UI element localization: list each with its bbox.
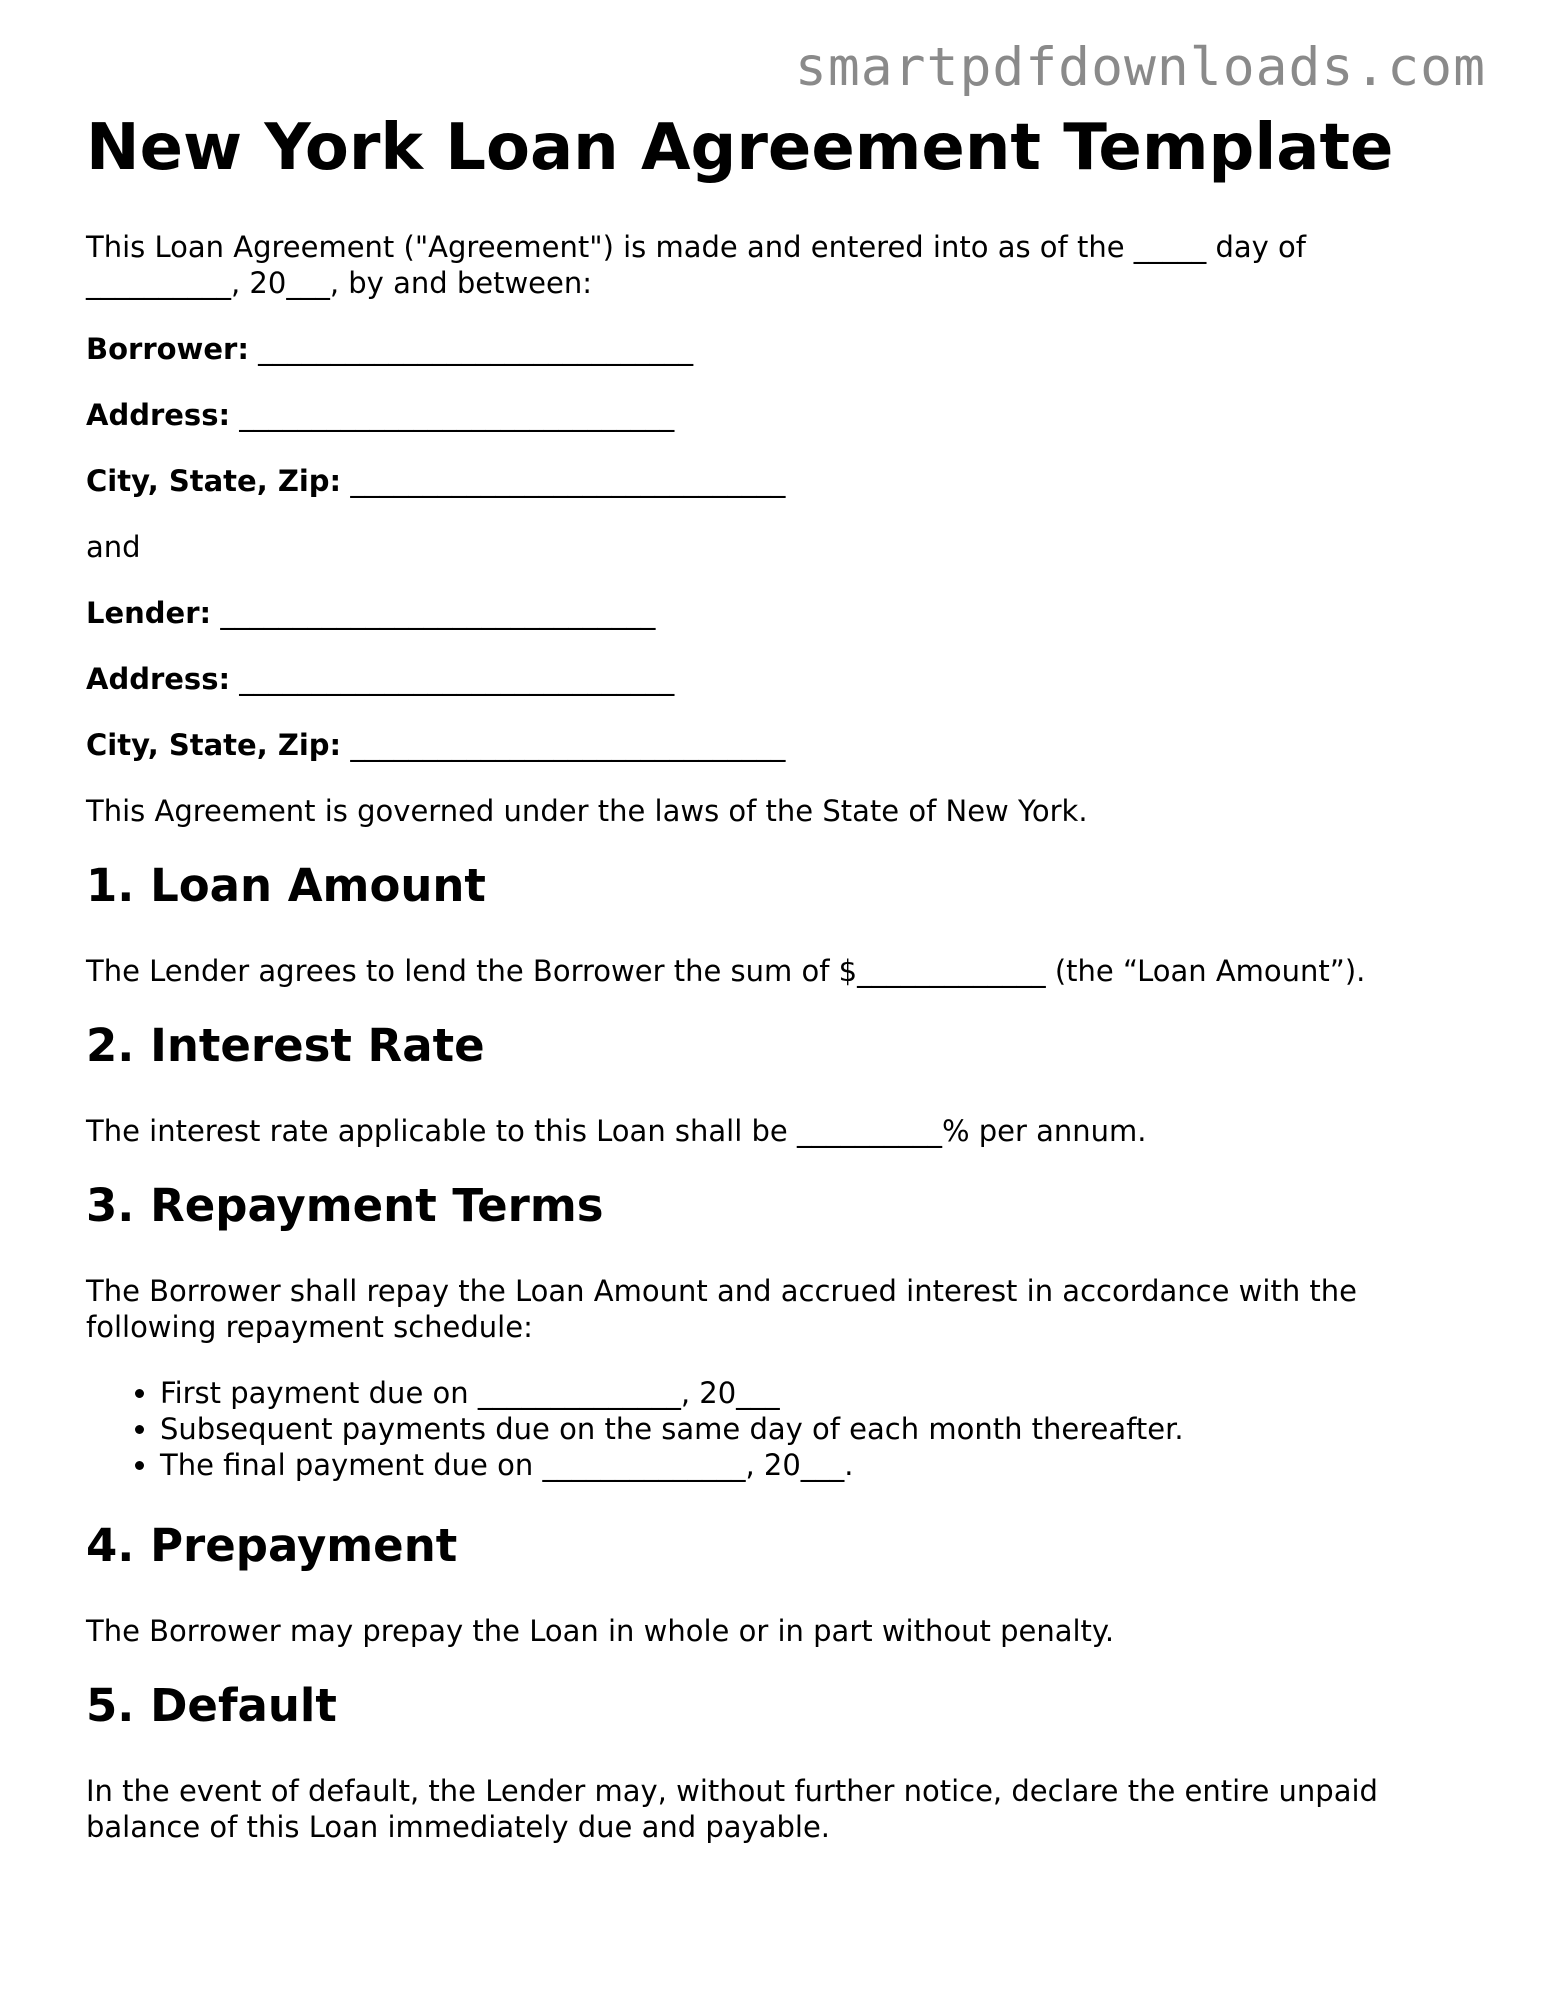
- borrower-address-blank: ______________________________: [239, 397, 675, 432]
- borrower-address-label: Address:: [86, 397, 231, 432]
- list-item: • First payment due on ______________, 20___: [160, 1375, 1466, 1411]
- section-body-repayment: The Borrower shall repay the Loan Amount and accrued interest in accordance with the following repayment schedule:: [86, 1273, 1358, 1344]
- section-body-default: In the event of default, the Lender may, without further notice, declare the entire unpaid balance of this Loan immediately due and payable.: [86, 1773, 1378, 1844]
- and-text: and: [86, 529, 141, 564]
- section-heading-repayment: 3. Repayment Terms: [86, 1178, 604, 1232]
- document-title: New York Loan Agreement Template: [86, 111, 1394, 185]
- section-heading-interest-rate: 2. Interest Rate: [86, 1018, 485, 1072]
- intro-paragraph: This Loan Agreement ("Agreement") is made and entered into as of the _____ day of __________, 20___, by and between:: [86, 229, 1307, 300]
- section-body-prepayment: The Borrower may prepay the Loan in whole or in part without penalty.: [86, 1613, 1115, 1648]
- borrower-name-field: [86, 331, 1466, 367]
- borrower-city-blank: ______________________________: [350, 463, 786, 498]
- borrower-city-field: [86, 463, 1466, 499]
- lender-city-blank: ______________________________: [350, 727, 786, 762]
- watermark-text: smartpdfdownloads.com: [794, 37, 1486, 98]
- section-heading-loan-amount: 1. Loan Amount: [86, 858, 486, 912]
- list-item: • The final payment due on ______________, 20___.: [160, 1447, 1466, 1483]
- borrower-address-field: [86, 397, 1466, 433]
- document-page: [86, 100, 1466, 1875]
- borrower-city-label: City, State, Zip:: [86, 463, 342, 498]
- lender-address-blank: ______________________________: [239, 661, 675, 696]
- lender-name-blank: ______________________________: [220, 595, 656, 630]
- section-heading-prepayment: 4. Prepayment: [86, 1518, 458, 1572]
- governing-law-paragraph: This Agreement is governed under the laws of the State of New York.: [86, 793, 1088, 828]
- lender-city-field: [86, 727, 1466, 763]
- section-body-interest-rate: The interest rate applicable to this Loan shall be __________% per annum.: [86, 1113, 1147, 1148]
- borrower-name-blank: ______________________________: [258, 331, 694, 366]
- lender-name-label: Lender:: [86, 595, 212, 630]
- borrower-name-label: Borrower:: [86, 331, 249, 366]
- section-body-loan-amount: The Lender agrees to lend the Borrower the sum of $_____________ (the “Loan Amount”).: [86, 953, 1366, 988]
- lender-city-label: City, State, Zip:: [86, 727, 342, 762]
- lender-address-field: [86, 661, 1466, 697]
- lender-address-label: Address:: [86, 661, 231, 696]
- section-heading-default: 5. Default: [86, 1678, 337, 1732]
- lender-name-field: [86, 595, 1466, 631]
- repayment-schedule-list: [86, 1375, 1466, 1483]
- list-item: • Subsequent payments due on the same day of each month thereafter.: [160, 1411, 1466, 1447]
